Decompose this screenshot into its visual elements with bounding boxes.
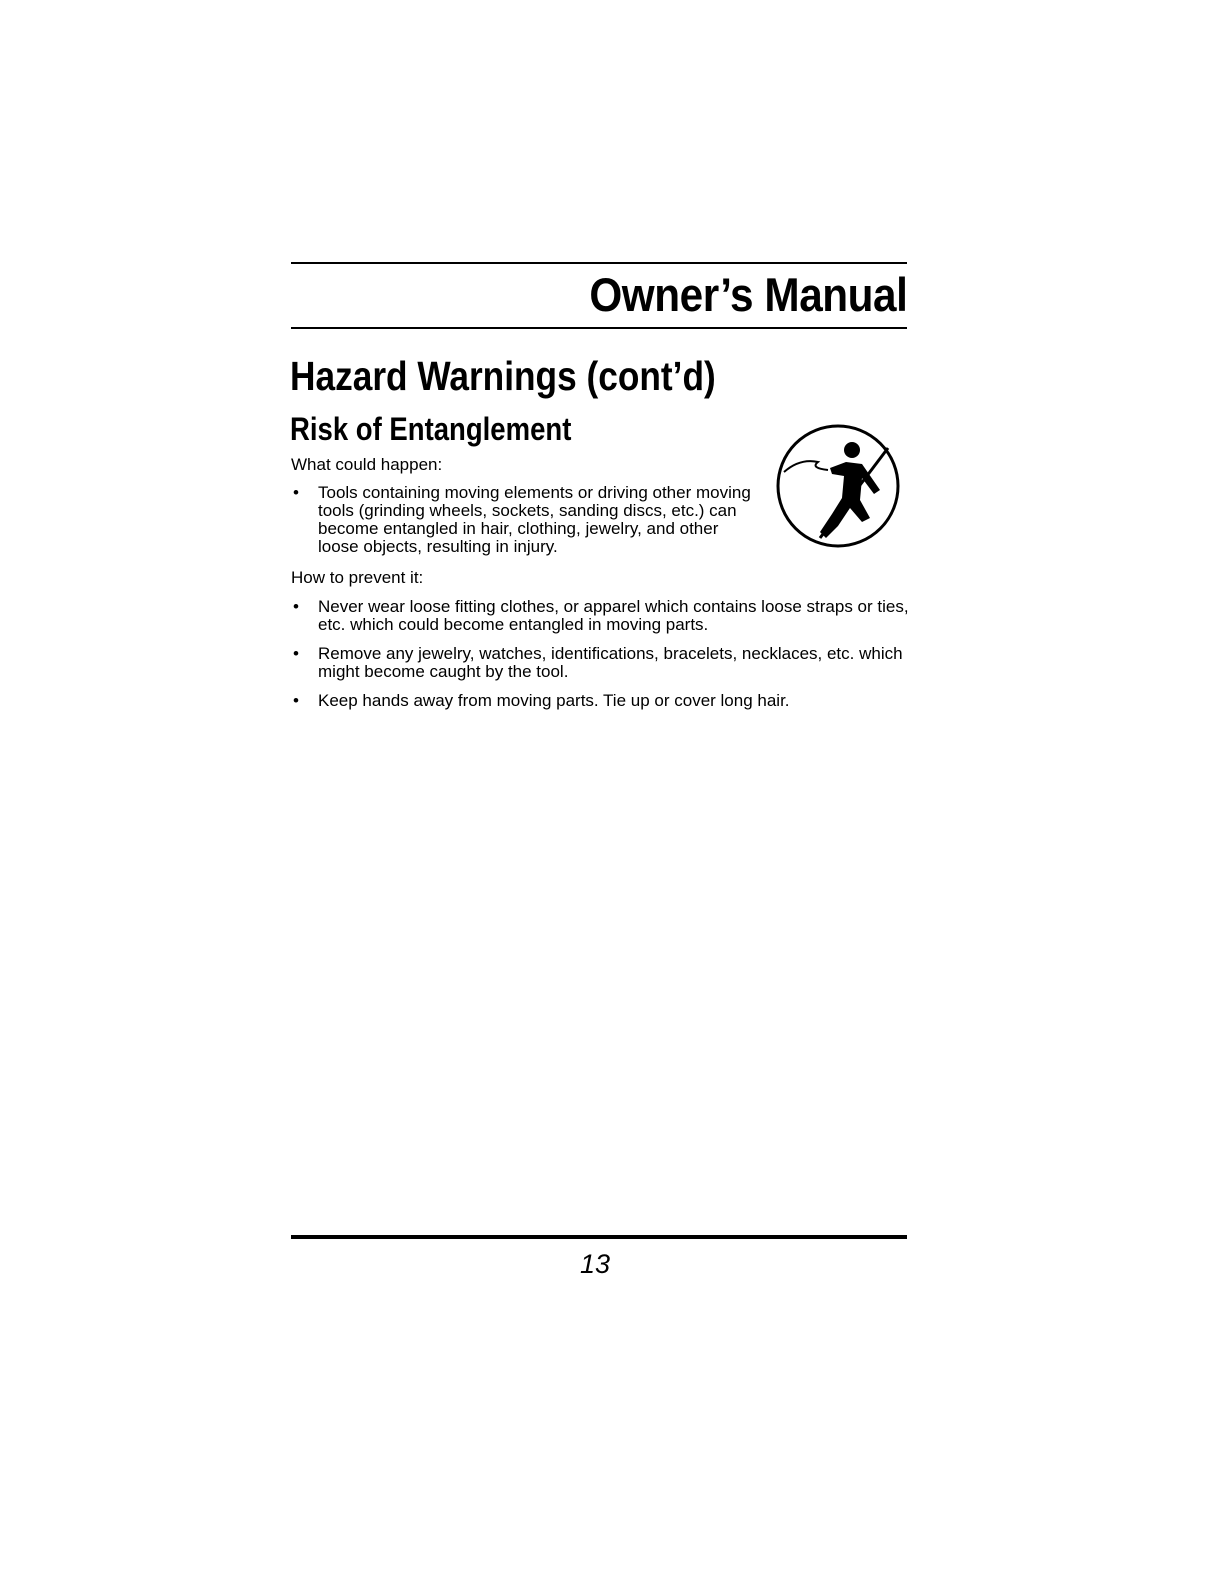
list-item [291,598,916,634]
manual-title: Owner’s Manual [588,268,907,321]
list-item-text: Remove any jewelry, watches, identifications, bracelets, necklaces, etc. which might become caught by the tool. [318,644,903,681]
list-item [291,484,751,556]
how-to-prevent-label: How to prevent it: [291,568,424,587]
page-number: 13 [579,1249,611,1279]
list-item-text: Never wear loose fitting clothes, or apparel which contains loose straps or ties, etc. which could become entangled in moving parts. [318,597,909,634]
bullet-icon: • [293,644,299,663]
entanglement-hazard-icon [770,418,906,554]
what-could-happen-list [291,484,751,556]
list-item-text: Keep hands away from moving parts. Tie up or cover long hair. [318,691,790,710]
what-could-happen-label: What could happen: [291,455,443,474]
subsection-title: Risk of Entanglement [290,411,572,447]
list-item-text: Tools containing moving elements or driving other moving tools (grinding wheels, sockets, sanding discs, etc.) can become entangled in hair, clothing, jewelry, and other loose objects, resulting in injury. [318,483,751,556]
bullet-icon: • [293,691,299,710]
section-title: Hazard Warnings (cont’d) [290,353,716,399]
list-item [291,692,916,710]
bullet-icon: • [293,597,299,616]
how-to-prevent-list [291,598,916,721]
bullet-icon: • [293,483,299,502]
header-bottom-rule [291,327,907,329]
footer-rule [291,1235,907,1239]
list-item [291,645,916,681]
